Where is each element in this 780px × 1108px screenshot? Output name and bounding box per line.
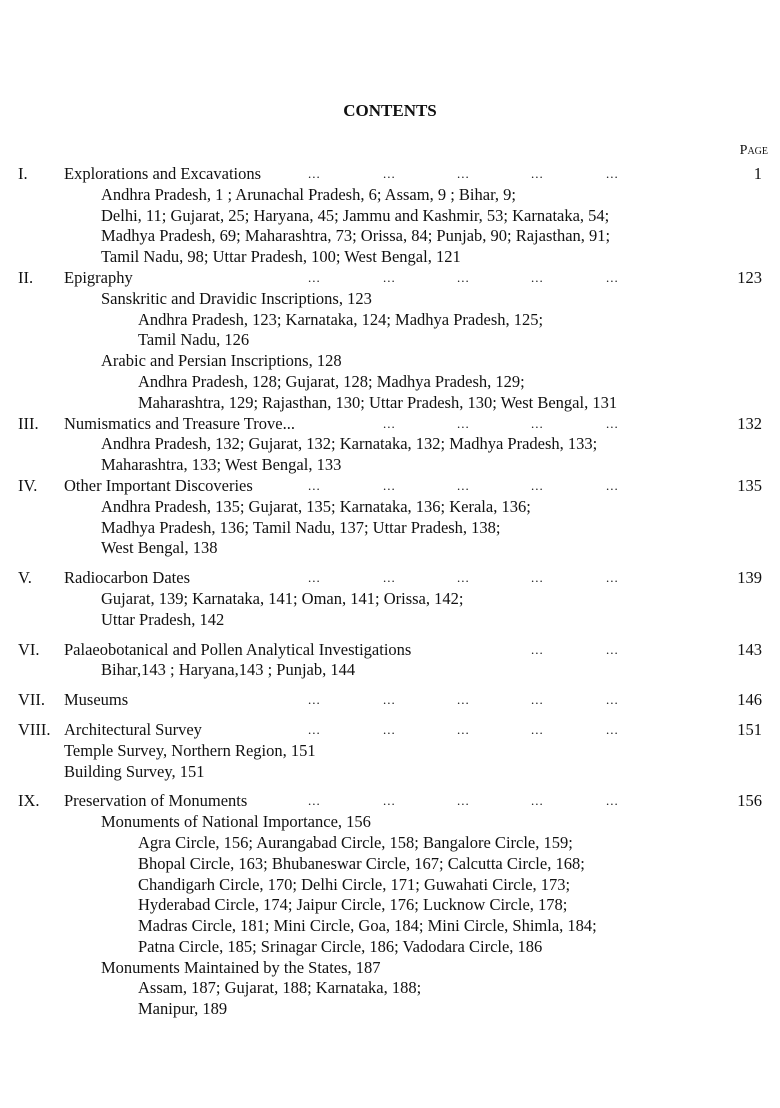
leader-dots: ... [606,793,619,809]
toc-section [0,476,780,559]
toc-subentry [0,434,780,455]
leader-dots: ... [308,721,321,737]
leader-dots: ... [531,166,544,181]
toc-subentry [0,310,780,331]
leader-dots: ... [383,166,396,181]
subentry-text: Tamil Nadu, 126 [138,330,250,350]
leader-dots: ... [531,269,544,285]
page-number: 135 [737,475,762,495]
subentry-text: Assam, 187; Gujarat, 188; Karnataka, 188; [138,978,422,998]
toc-section [0,164,780,268]
page-number: 156 [737,791,762,811]
section-title: Explorations and Excavations [64,164,262,183]
subentry-text: Bihar,143 ; Haryana,143 ; Punjab, 144 [101,660,356,680]
page-number: 132 [737,413,762,433]
toc-section-heading [0,268,780,289]
section-title: Numismatics and Treasure Trove... [64,413,295,433]
toc-subentry [0,497,780,518]
toc-subentry [0,538,780,559]
leader-dots: ... [308,477,321,493]
toc-section-heading [0,720,780,741]
toc-section-heading [0,414,780,435]
toc-section-heading [0,164,780,185]
leader-dots: ... [383,477,396,493]
section-number: VIII. [18,719,51,739]
toc-subentry [0,762,780,783]
toc-subentry [0,393,780,414]
section-title: Other Important Discoveries [64,475,253,495]
page-number: 146 [737,690,762,710]
subentry-text: Hyderabad Circle, 174; Jaipur Circle, 176; Lucknow Circle, 178; [138,895,568,915]
leader-dots: ... [457,166,470,181]
toc-subentry [0,916,780,937]
toc-section-heading [0,568,780,589]
leader-dots: ... [531,793,544,809]
toc-subentry [0,978,780,999]
leader-dots: ... [308,570,321,586]
leader-dots: ... [457,415,470,431]
subentry-text: Maharashtra, 133; West Bengal, 133 [101,455,342,475]
subentry-text: Agra Circle, 156; Aurangabad Circle, 158; Bangalore Circle, 159; [138,832,573,852]
subentry-text: Madhya Pradesh, 69; Maharashtra, 73; Orissa, 84; Punjab, 90; Rajasthan, 91; [101,226,611,246]
toc-subentry [0,833,780,854]
leader-dots: ... [308,793,321,809]
subentry-text: Tamil Nadu, 98; Uttar Pradesh, 100; West Bengal, 121 [101,247,461,267]
leader-dots: ... [308,692,321,708]
page-number: 151 [737,719,762,739]
subentry-text: Monuments Maintained by the States, 187 [101,957,381,977]
leader-dots: ... [457,477,470,493]
leader-dots: ... [383,721,396,737]
subentry-text: Madhya Pradesh, 136; Tamil Nadu, 137; Uttar Pradesh, 138; [101,517,501,537]
leader-dots: ... [531,692,544,708]
subentry-text: Andhra Pradesh, 1 ; Arunachal Pradesh, 6; Assam, 9 ; Bihar, 9; [101,184,516,204]
section-number: V. [18,568,32,588]
leader-dots: ... [383,269,396,285]
toc-subentry [0,330,780,351]
section-number: II. [18,267,34,287]
leader-dots: ... [531,641,544,657]
section-number: VII. [18,690,46,710]
leader-dots: ... [383,570,396,586]
toc-section [0,640,780,682]
section-title: Museums [64,690,129,710]
subentry-text: Building Survey, 151 [64,761,205,781]
section-number: VI. [18,639,40,659]
leader-dots: ... [606,692,619,708]
leader-dots: ... [531,477,544,493]
subentry-text: Andhra Pradesh, 132; Gujarat, 132; Karnataka, 132; Madhya Pradesh, 133; [101,434,598,454]
subentry-text: Temple Survey, Northern Region, 151 [64,740,316,760]
page-number: 123 [737,267,762,287]
toc-section-heading [0,791,780,812]
section-number: I. [18,164,28,183]
subentry-text: Andhra Pradesh, 123; Karnataka, 124; Madhya Pradesh, 125; [138,309,544,329]
section-number: IV. [18,475,38,495]
subentry-text: Chandigarh Circle, 170; Delhi Circle, 171; Guwahati Circle, 173; [138,874,571,894]
toc-subentry [0,958,780,979]
subentry-text: Patna Circle, 185; Srinagar Circle, 186; Vadodara Circle, 186 [138,936,543,956]
page-number: 1 [753,164,762,183]
leader-dots: ... [457,269,470,285]
toc-subentry [0,372,780,393]
subentry-text: Uttar Pradesh, 142 [101,609,225,629]
leader-dots: ... [606,415,619,431]
leader-dots: ... [383,415,396,431]
toc-subentry [0,589,780,610]
toc-subentry [0,660,780,681]
leader-dots: ... [457,793,470,809]
page-number: 143 [737,639,762,659]
toc-section-heading [0,640,780,661]
section-number: III. [18,413,39,433]
table-of-contents [0,164,780,1020]
leader-dots: ... [457,570,470,586]
leader-dots: ... [606,570,619,586]
toc-section [0,720,780,782]
section-title: Architectural Survey [64,719,202,739]
toc-subentry [0,812,780,833]
toc-section-heading [0,690,780,711]
leader-dots: ... [606,477,619,493]
subentry-text: Andhra Pradesh, 135; Gujarat, 135; Karnataka, 136; Kerala, 136; [101,496,531,516]
toc-subentry [0,226,780,247]
toc-section [0,690,780,711]
toc-subentry [0,455,780,476]
leader-dots: ... [308,166,321,181]
page-column-heading: Page [739,143,768,158]
subentry-text: Manipur, 189 [138,999,228,1019]
toc-subentry [0,895,780,916]
leader-dots: ... [606,269,619,285]
subentry-text: Sanskritic and Dravidic Inscriptions, 123 [101,288,372,308]
subentry-text: Andhra Pradesh, 128; Gujarat, 128; Madhya Pradesh, 129; [138,371,525,391]
leader-dots: ... [383,692,396,708]
toc-subentry [0,610,780,631]
page-number: 139 [737,568,762,588]
section-number: IX. [18,791,40,811]
toc-subentry [0,741,780,762]
subentry-text: Monuments of National Importance, 156 [101,812,371,832]
page-title: CONTENTS [343,101,437,120]
subentry-text: Delhi, 11; Gujarat, 25; Haryana, 45; Jammu and Kashmir, 53; Karnataka, 54; [101,205,610,225]
toc-subentry [0,185,780,206]
subentry-text: Bhopal Circle, 163; Bhubaneswar Circle, 167; Calcutta Circle, 168; [138,853,585,873]
toc-subentry [0,289,780,310]
section-title: Preservation of Monuments [64,791,248,811]
subentry-text: Gujarat, 139; Karnataka, 141; Oman, 141; Orissa, 142; [101,588,464,608]
subentry-text: Arabic and Persian Inscriptions, 128 [101,351,342,371]
leader-dots: ... [606,721,619,737]
leader-dots: ... [457,721,470,737]
section-title: Radiocarbon Dates [64,568,190,588]
leader-dots: ... [531,570,544,586]
toc-section [0,568,780,630]
toc-subentry [0,937,780,958]
toc-subentry [0,518,780,539]
toc-subentry [0,247,780,268]
leader-dots: ... [606,166,619,181]
leader-dots: ... [308,269,321,285]
toc-subentry [0,999,780,1020]
leader-dots: ... [457,692,470,708]
subentry-text: West Bengal, 138 [101,538,218,558]
subentry-text: Madras Circle, 181; Mini Circle, Goa, 184; Mini Circle, Shimla, 184; [138,916,597,936]
subentry-text: Maharashtra, 129; Rajasthan, 130; Uttar Pradesh, 130; West Bengal, 131 [138,392,618,412]
section-title: Palaeobotanical and Pollen Analytical Investigations [64,639,412,659]
leader-dots: ... [606,641,619,657]
leader-dots: ... [531,415,544,431]
section-title: Epigraphy [64,267,133,287]
toc-subentry [0,206,780,227]
toc-section [0,414,780,476]
toc-section [0,791,780,1020]
toc-subentry [0,351,780,372]
toc-subentry [0,854,780,875]
leader-dots: ... [383,793,396,809]
toc-section-heading [0,476,780,497]
toc-section [0,268,780,414]
toc-subentry [0,875,780,896]
leader-dots: ... [531,721,544,737]
